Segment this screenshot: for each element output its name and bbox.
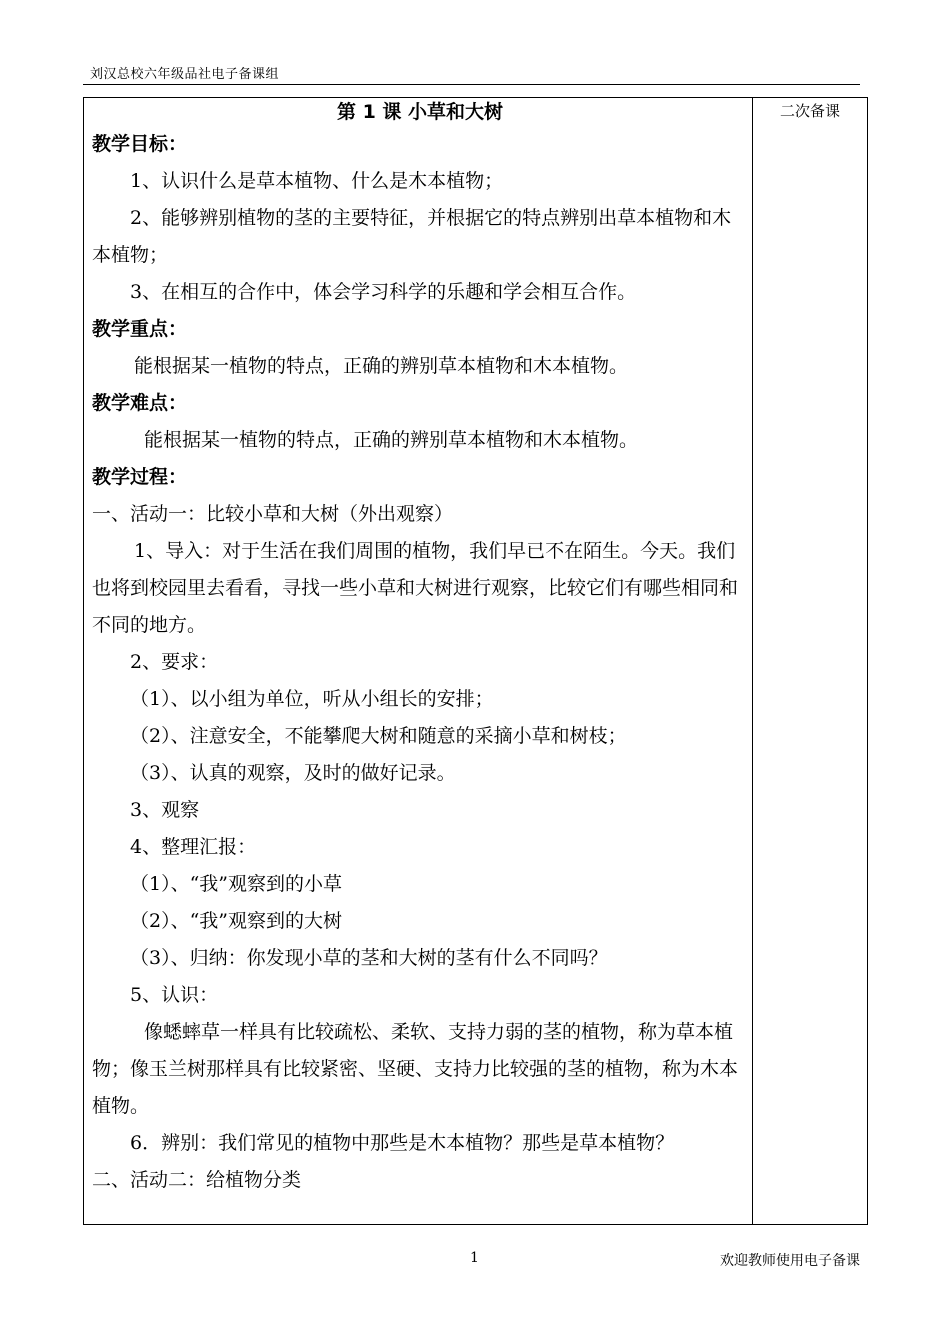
requirement-item: （2）、注意安全，不能攀爬大树和随意的采摘小草和树枝；	[130, 725, 627, 747]
activity-2-title: 二、活动二：给植物分类	[92, 1169, 302, 1191]
lesson-title: 第 1 课 小草和大树	[336, 101, 504, 123]
intro-paragraph: 1、导入：对于生活在我们周围的植物，我们早已不在陌生。今天。我们也将到校园里去看看，寻找一些小草和大树进行观察，比较它们有哪些相同和不同的地方。	[92, 540, 739, 636]
activity-1-title: 一、活动一：比较小草和大树（外出观察）	[92, 503, 454, 525]
lesson-content	[92, 98, 748, 1199]
difficult-point-text: 能根据某一植物的特点，正确的辨别草本植物和木本植物。	[144, 429, 639, 451]
page-header: 刘汉总校六年级品社电子备课组	[90, 67, 280, 82]
second-prep-label: 二次备课	[779, 102, 840, 120]
column-divider	[752, 98, 753, 1224]
report-item: （3）、归纳：你发现小草的茎和大树的茎有什么不同吗？	[130, 947, 608, 969]
page-number: 1	[470, 1250, 479, 1266]
observe-step: 3、观察	[130, 799, 200, 821]
objectives-heading: 教学目标：	[92, 133, 188, 155]
objective-item: 2、能够辨别植物的茎的主要特征，并根据它的特点辨别出草本植物和木本植物；	[92, 207, 732, 266]
requirement-item: （3）、认真的观察，及时的做好记录。	[130, 762, 456, 784]
requirements-label: 2、要求：	[130, 651, 219, 673]
distinguish-paragraph: 6．辨别：我们常见的植物中那些是木本植物？那些是草本植物？	[130, 1132, 675, 1154]
process-heading: 教学过程：	[92, 466, 188, 488]
footer-text: 欢迎教师使用电子备课	[720, 1253, 860, 1269]
report-item: （2）、“我”观察到的大树	[130, 910, 343, 932]
report-label: 4、整理汇报：	[130, 836, 257, 858]
recognize-paragraph: 像蟋蟀草一样具有比较疏松、柔软、支持力弱的茎的植物，称为草本植物；像玉兰树那样具有比较紧密、坚硬、支持力比较强的茎的植物，称为木本植物。	[92, 1021, 739, 1117]
key-point-heading: 教学重点：	[92, 318, 188, 340]
requirement-item: （1）、以小组为单位，听从小组长的安排；	[130, 688, 494, 710]
difficult-point-heading: 教学难点：	[92, 392, 188, 414]
header-rule	[83, 84, 860, 85]
objective-item: 3、在相互的合作中，体会学习科学的乐趣和学会相互合作。	[130, 281, 637, 303]
report-item: （1）、“我”观察到的小草	[130, 873, 343, 895]
objective-item: 1、认识什么是草本植物、什么是木本植物；	[130, 170, 504, 192]
lesson-table	[83, 97, 868, 1225]
recognize-label: 5、认识：	[130, 984, 219, 1006]
key-point-text: 能根据某一植物的特点，正确的辨别草本植物和木本植物。	[134, 355, 629, 377]
